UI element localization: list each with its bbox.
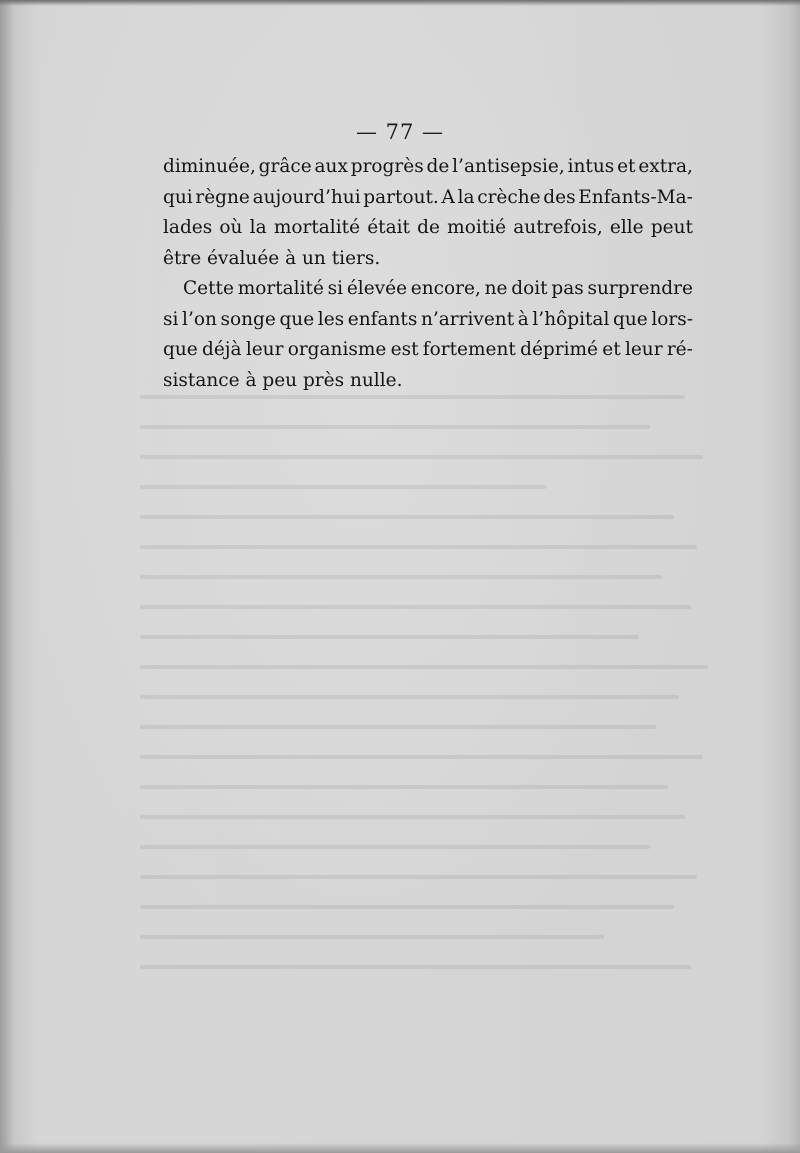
word: si [327, 278, 344, 299]
word: enfants [347, 308, 418, 330]
word: progrès [350, 156, 424, 177]
word: autrefois, [513, 217, 603, 238]
text-line [163, 305, 693, 336]
word: déjà [201, 339, 242, 360]
word: partout. [363, 186, 439, 208]
word: songe [220, 308, 276, 330]
word: crèche [477, 186, 541, 208]
word: doit [511, 278, 548, 299]
word: à [517, 308, 529, 330]
word: est [390, 339, 419, 360]
text-line [163, 274, 693, 305]
word: peut [650, 217, 693, 238]
word: extra, [638, 156, 693, 177]
show-through-text [140, 395, 720, 1015]
text-line-content: sistance à peu près nulle. [163, 369, 403, 391]
word: fortement [422, 339, 516, 360]
text-line-content [163, 183, 693, 214]
word: de [417, 217, 440, 238]
page-bottom-shadow [0, 1143, 800, 1153]
word: pas [551, 278, 584, 299]
word: leur [245, 339, 284, 360]
word: moitié [447, 217, 507, 238]
word: surprendre [587, 278, 693, 299]
text-line [163, 213, 693, 244]
word: que [279, 308, 315, 330]
word: mortalité [273, 217, 361, 238]
word: l’hôpital [532, 308, 610, 330]
word: règne [195, 186, 250, 208]
body-text [163, 152, 693, 396]
word: la [249, 217, 267, 238]
word: de [426, 156, 450, 177]
text-line-content [163, 305, 693, 336]
word: qui [163, 186, 193, 208]
text-line [163, 366, 693, 397]
word: si [163, 308, 179, 330]
word: que [163, 339, 198, 360]
word: était [367, 217, 410, 238]
text-line [163, 244, 693, 275]
word: n’arrivent [420, 308, 515, 330]
word: grâce [258, 156, 312, 177]
word: mortalité [237, 278, 324, 299]
text-line-content [163, 213, 693, 244]
page-top-shadow [0, 0, 800, 6]
word: où [219, 217, 243, 238]
word: lades [163, 217, 213, 238]
word: diminuée, [163, 156, 256, 177]
word: Enfants-Ma- [578, 186, 693, 208]
word: aujourd’hui [252, 186, 361, 208]
word: A [441, 186, 455, 208]
text-line [163, 183, 693, 214]
word: des [543, 186, 576, 208]
word: aux [314, 156, 348, 177]
word: que [613, 308, 648, 330]
word: élevée [346, 278, 408, 299]
word: l’on [182, 308, 217, 330]
word: déprimé [520, 339, 599, 360]
text-line [163, 152, 693, 183]
word: intus [567, 156, 615, 177]
word: elle [609, 217, 644, 238]
word: les [317, 308, 345, 330]
word: encore, [410, 278, 481, 299]
word: ne [484, 278, 508, 299]
text-line-content [163, 335, 693, 366]
text-line-content: être évaluée à un tiers. [163, 247, 381, 269]
text-line-content [163, 152, 693, 183]
word: et [617, 156, 636, 177]
word: organisme [287, 339, 387, 360]
word: Cette [183, 278, 234, 299]
word: ré- [666, 339, 693, 360]
word: lors- [651, 308, 693, 330]
word: la [457, 186, 475, 208]
word: l’antisepsie, [452, 156, 565, 177]
word: leur [624, 339, 663, 360]
text-line-content [183, 274, 693, 305]
page-number: — 77 — [355, 120, 445, 144]
text-line [163, 335, 693, 366]
word: et [602, 339, 621, 360]
